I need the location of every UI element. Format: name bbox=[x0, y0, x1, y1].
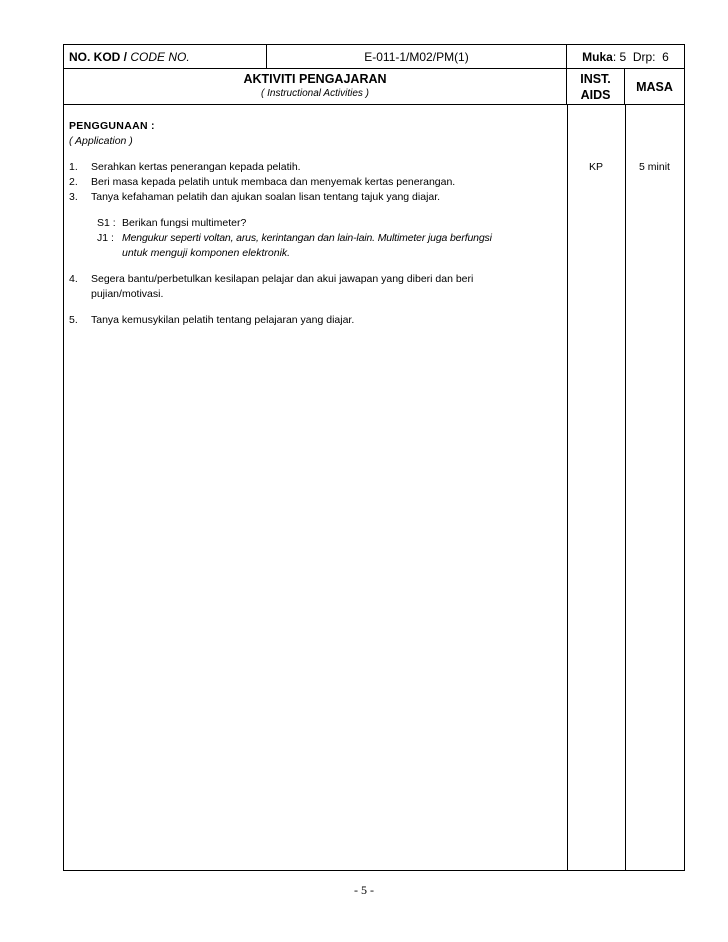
section-subtitle: ( Application ) bbox=[69, 135, 133, 147]
masa-header bbox=[625, 69, 684, 104]
masa-label: MASA bbox=[636, 79, 673, 94]
item4-text-line2: pujian/motivasi. bbox=[91, 288, 164, 300]
inst-aids-line1: INST. bbox=[580, 71, 611, 86]
activity-subtitle: ( Instructional Activities ) bbox=[261, 88, 369, 99]
masa-value: 5 minit bbox=[639, 161, 670, 173]
item4-text-line1: Segera bantu/perbetulkan kesilapan pelajar dan akui jawapan yang diberi dan beri bbox=[91, 273, 474, 285]
page-number: - 5 - bbox=[354, 883, 374, 897]
item-number: 1. bbox=[69, 161, 78, 173]
header-row-activity bbox=[64, 69, 684, 105]
lesson-plan-frame bbox=[63, 44, 685, 871]
item-number: 3. bbox=[69, 191, 78, 203]
item-number: 2. bbox=[69, 176, 78, 188]
inst-aids-line2: AIDS bbox=[580, 87, 611, 102]
section-title: PENGGUNAAN : bbox=[69, 120, 155, 132]
column-divider-inst bbox=[567, 105, 568, 870]
page-value: : 5 bbox=[612, 49, 627, 64]
answer-text-line2: untuk menguji komponen elektronik. bbox=[122, 247, 291, 259]
total-label: Drp: bbox=[632, 49, 656, 64]
page-info-cell bbox=[567, 45, 684, 68]
answer-text-line1: Mengukur seperti voltan, arus, kerintangan dan lain-lain. Multimeter juga berfungsi bbox=[122, 232, 492, 244]
code-number-cell bbox=[267, 45, 567, 68]
inst-aids-value: KP bbox=[588, 161, 603, 173]
question-text: Berikan fungsi multimeter? bbox=[122, 217, 247, 229]
activity-title: AKTIVITI PENGAJARAN bbox=[243, 72, 387, 86]
page-label: Muka bbox=[582, 49, 613, 64]
answer-label: J1 : bbox=[97, 232, 114, 244]
item-text: Beri masa kepada pelatih untuk membaca dan menyemak kertas penerangan. bbox=[91, 176, 456, 188]
item5-text: Tanya kemusykilan pelatih tentang pelajaran yang diajar. bbox=[91, 314, 355, 326]
header-row-code bbox=[64, 45, 684, 69]
inst-aids-header bbox=[567, 69, 625, 104]
item-number: 5. bbox=[69, 314, 78, 326]
activity-title-cell bbox=[64, 69, 567, 104]
column-divider-masa bbox=[625, 105, 626, 870]
code-number: E-011-1/M02/PM(1) bbox=[364, 49, 469, 64]
item-text: Serahkan kertas penerangan kepada pelatih. bbox=[91, 161, 301, 173]
total-value: 6 bbox=[662, 49, 669, 64]
code-label-english: CODE NO. bbox=[130, 49, 190, 64]
code-label: NO. KOD / bbox=[69, 49, 128, 64]
item-number: 4. bbox=[69, 273, 78, 285]
question-label: S1 : bbox=[97, 217, 116, 229]
code-label-cell bbox=[64, 45, 267, 68]
item-text: Tanya kefahaman pelatih dan ajukan soalan lisan tentang tajuk yang diajar. bbox=[91, 191, 441, 203]
